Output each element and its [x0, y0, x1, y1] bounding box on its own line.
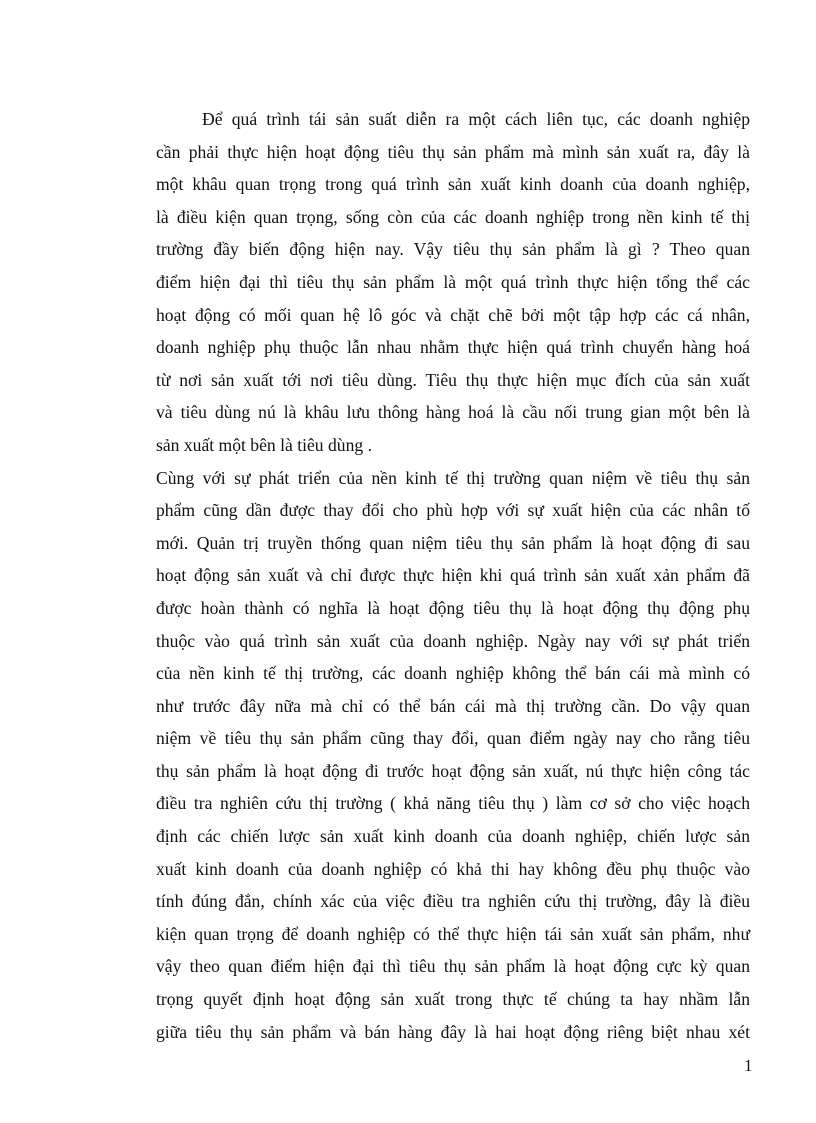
text-line: niệm về tiêu thụ sản phẩm cũng thay đổi, quan điểm ngày nay cho rằng tiêu [156, 728, 750, 749]
text-line: trọng quyết định hoạt động sản xuất trong thực tế chúng ta hay nhầm lẫn [156, 989, 750, 1010]
text-line: như trước đây nữa mà chỉ có thể bán cái mà thị trường cần. Do vậy quan [156, 695, 750, 716]
text-line: thụ sản phẩm là hoạt động đi trước hoạt động sản xuất, nú thực hiện công tác [156, 760, 750, 781]
text-line: vậy theo quan điểm hiện đại thì tiêu thụ sản phẩm là hoạt động cực kỳ quan [156, 956, 750, 977]
body-text [156, 103, 750, 1048]
text-line: được hoàn thành có nghĩa là hoạt động tiêu thụ là hoạt động thụ động phụ [156, 597, 750, 618]
paragraph-1 [156, 103, 750, 462]
text-line: một khâu quan trọng trong quá trình sản xuất kinh doanh của doanh nghiệp, [156, 174, 750, 195]
text-line: tính đúng đắn, chính xác của việc điều tra nghiên cứu thị trường, đây là điều [156, 891, 750, 912]
text-line: và tiêu dùng nú là khâu lưu thông hàng hoá là cầu nối trung gian một bên là [156, 402, 750, 423]
text-line: doanh nghiệp phụ thuộc lẫn nhau nhằm thực hiện quá trình chuyển hàng hoá [156, 337, 750, 358]
text-line: sản xuất một bên là tiêu dùng . [156, 434, 372, 455]
text-line: của nền kinh tế thị trường, các doanh nghiệp không thể bán cái mà mình có [156, 663, 750, 684]
text-line: giữa tiêu thụ sản phẩm và bán hàng đây là hai hoạt động riêng biệt nhau xét [156, 1021, 750, 1042]
text-line: mới. Quản trị truyền thống quan niệm tiêu thụ sản phẩm là hoạt động đi sau [156, 532, 750, 553]
text-line: từ nơi sản xuất tới nơi tiêu dùng. Tiêu thụ thực hiện mục đích của sản xuất [156, 369, 750, 390]
text-line: trường đầy biến động hiện nay. Vậy tiêu thụ sản phẩm là gì ? Theo quan [156, 239, 750, 260]
text-line: phẩm cũng dần được thay đổi cho phù hợp với sự xuất hiện của các nhân tố [156, 500, 750, 521]
text-line: là điều kiện quan trọng, sống còn của các doanh nghiệp trong nền kinh tế thị [156, 206, 750, 227]
text-line: xuất kinh doanh của doanh nghiệp có khả thi hay không đều phụ thuộc vào [156, 858, 750, 879]
text-line: hoạt động có mối quan hệ lô góc và chặt chẽ bởi một tập hợp các cá nhân, [156, 304, 750, 325]
text-line: cần phải thực hiện hoạt động tiêu thụ sản phẩm mà mình sản xuất ra, đây là [156, 141, 750, 162]
text-line: điều tra nghiên cứu thị trường ( khả năng tiêu thụ ) làm cơ sở cho việc hoạch [156, 793, 750, 814]
text-line: hoạt động sản xuất và chỉ được thực hiện khi quá trình sản xuất xản phẩm đã [156, 565, 750, 586]
text-line: Cùng với sự phát triển của nền kinh tế thị trường quan niệm về tiêu thụ sản [156, 467, 750, 488]
page-number: 1 [744, 1056, 753, 1075]
text-line: thuộc vào quá trình sản xuất của doanh nghiệp. Ngày nay với sự phát triển [156, 630, 750, 651]
text-line: điểm hiện đại thì tiêu thụ sản phẩm là một quá trình thực hiện tổng thể các [156, 271, 750, 292]
text-line: kiện quan trọng để doanh nghiệp có thể thực hiện tái sản xuất sản phẩm, như [156, 923, 750, 944]
text-line: Để quá trình tái sản suất diễn ra một cách liên tục, các doanh nghiệp [202, 109, 750, 129]
text-line: định các chiến lược sản xuất kinh doanh của doanh nghiệp, chiến lược sản [156, 826, 750, 847]
paragraph-2 [156, 462, 750, 1049]
